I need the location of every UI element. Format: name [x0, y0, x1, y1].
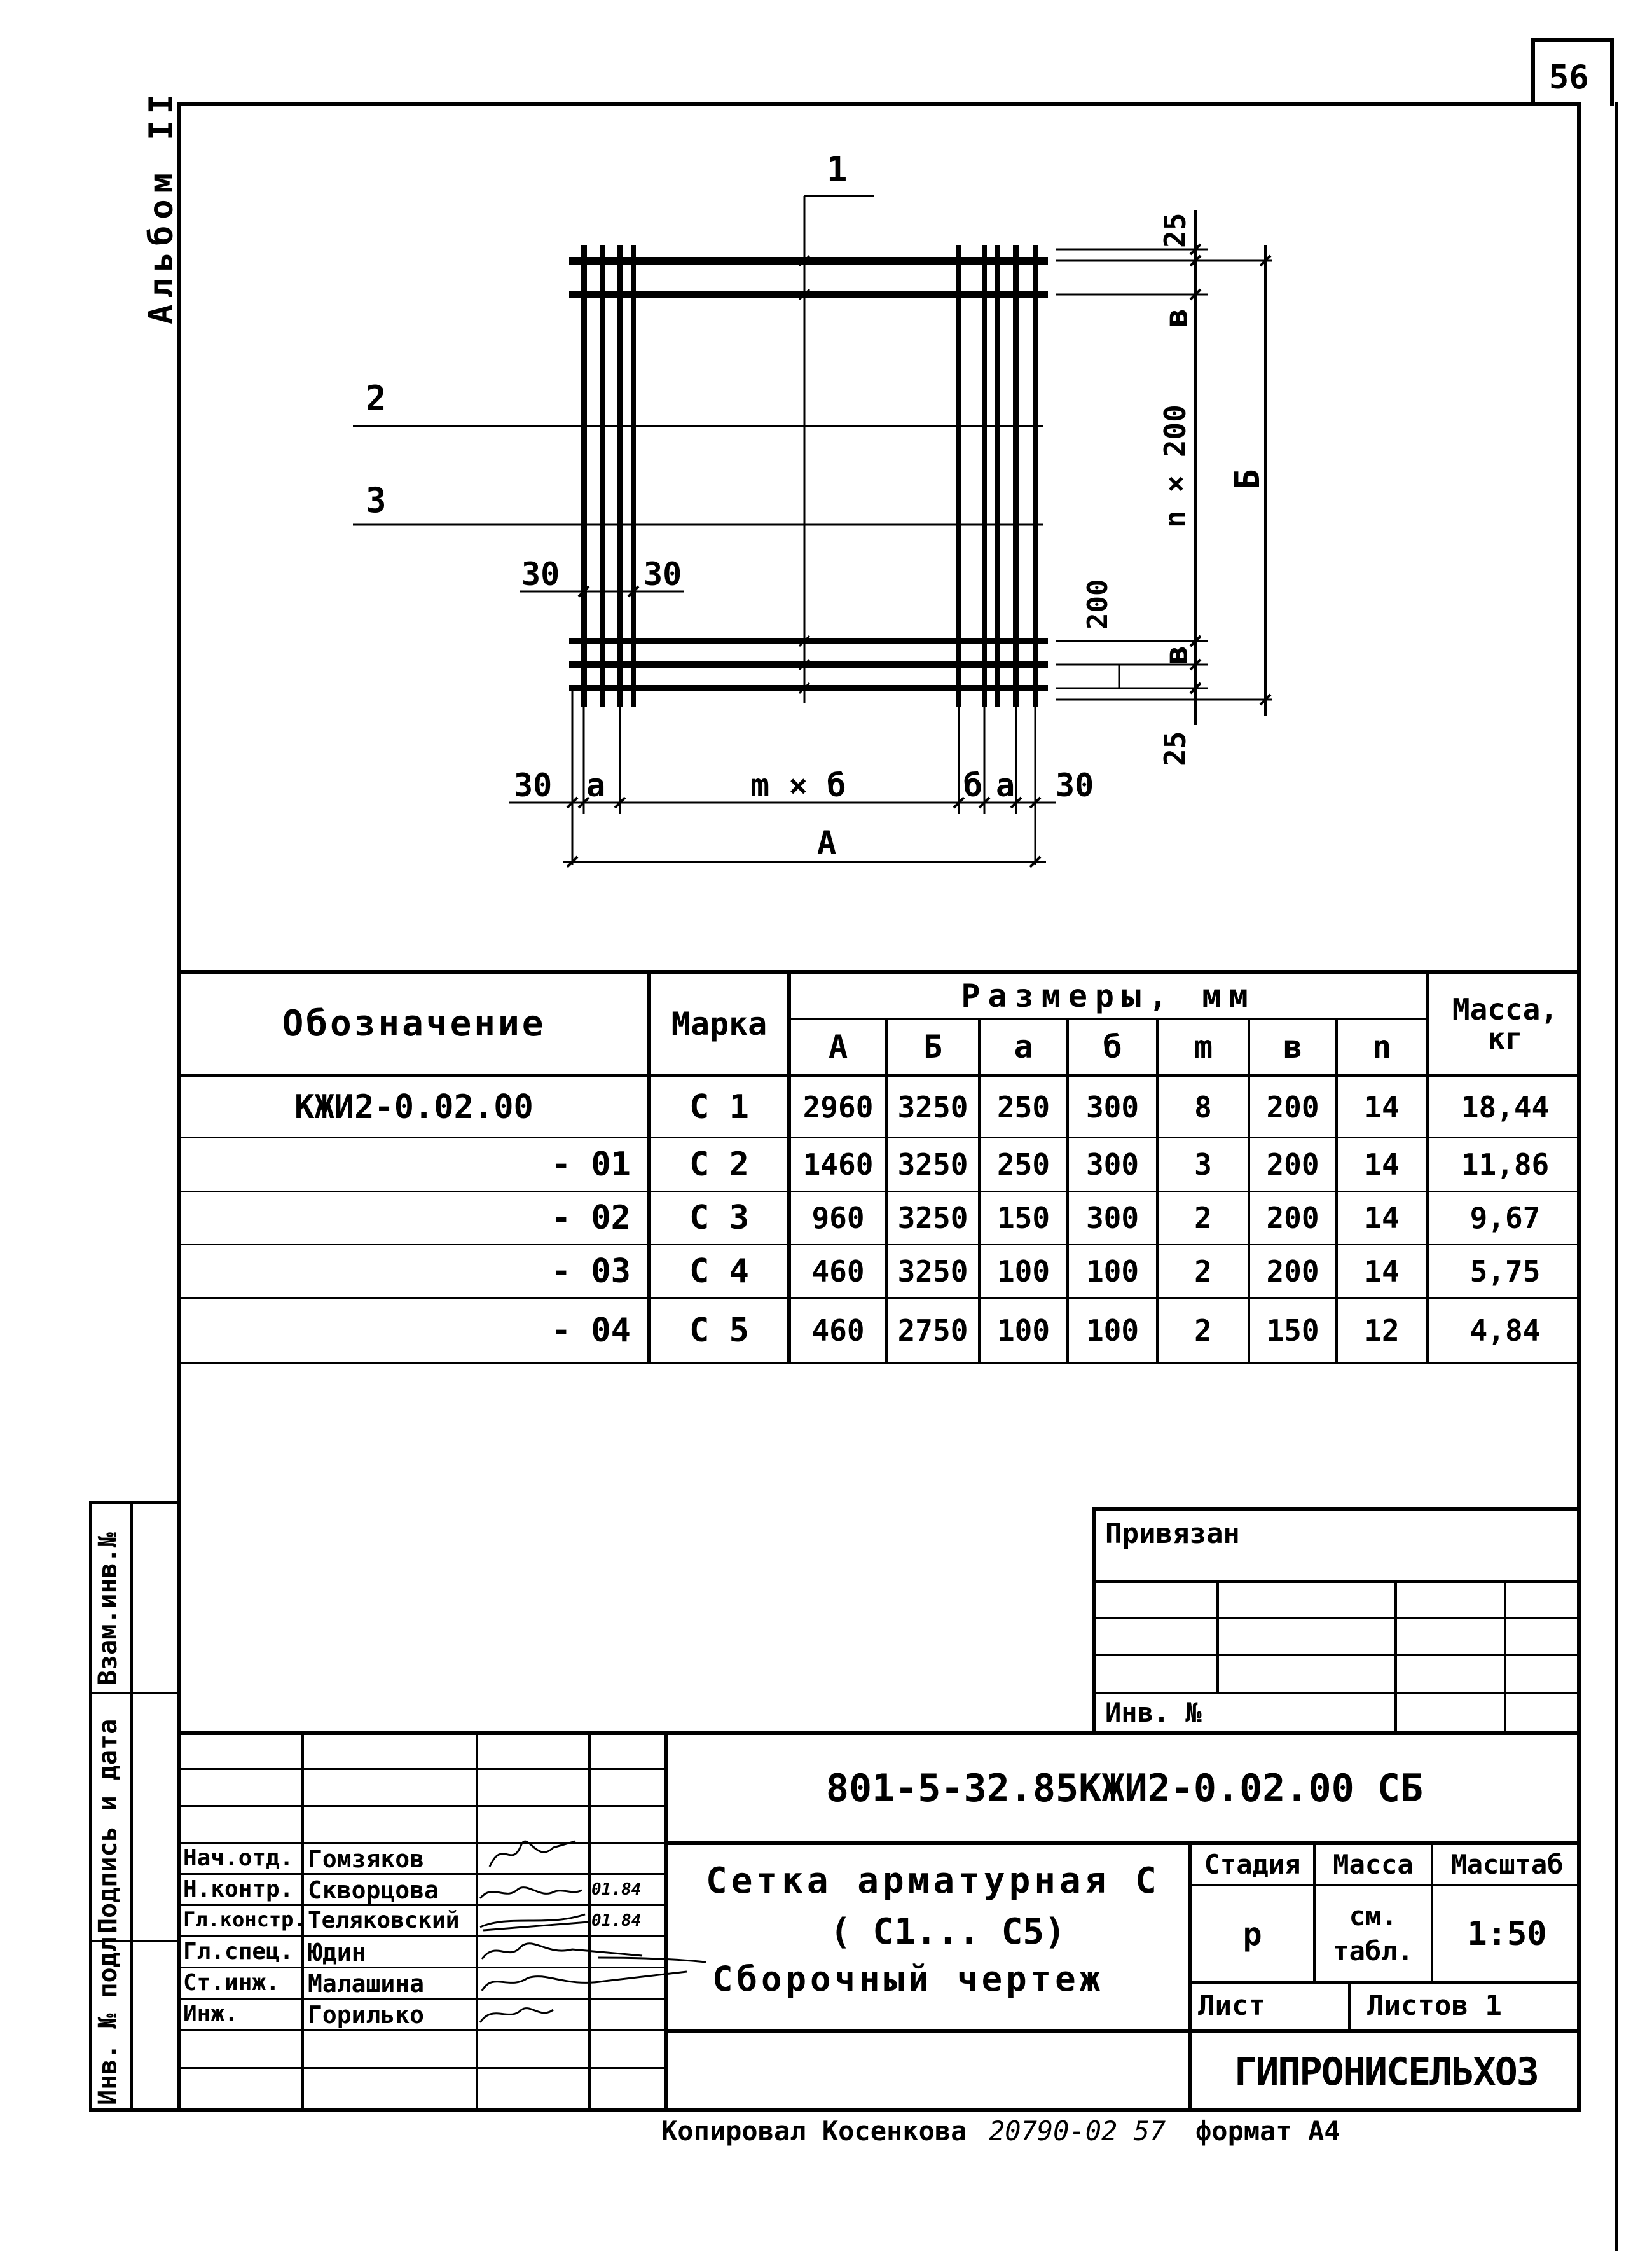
person-name: Скворцова — [308, 1876, 439, 1904]
row-cell-n: 14 — [1364, 1147, 1400, 1182]
header-designation: Обозначение — [282, 1002, 546, 1044]
page-number: 56 — [1549, 59, 1589, 97]
header-col-n: n — [1372, 1028, 1392, 1065]
album-label: Альбом II — [142, 88, 181, 324]
header-mass: Масса, кг — [1452, 992, 1559, 1056]
row-designation: КЖИ2-0.02.00 — [294, 1088, 533, 1126]
dim-right-25-bottom: 25 — [1158, 731, 1192, 766]
signature-telyakovsky — [480, 1914, 588, 1930]
row-cell-B: 2750 — [897, 1313, 968, 1348]
dim-bottom-30-left: 30 — [514, 767, 553, 804]
header-col-m: m — [1193, 1028, 1213, 1065]
row-cell-n: 14 — [1364, 1090, 1400, 1124]
row-designation: - 03 — [551, 1252, 631, 1290]
side-label-podpis: Подпись и дата — [93, 1718, 123, 1933]
title-line-3: Сборочный чертеж — [712, 1959, 1105, 1999]
header-col-a: a — [1014, 1028, 1033, 1065]
row-designation: - 01 — [551, 1145, 631, 1184]
row-cell-B: 3250 — [897, 1254, 968, 1289]
row-cell-m: 2 — [1194, 1313, 1212, 1348]
row-cell-mass: 4,84 — [1470, 1313, 1541, 1348]
inv-label: Инв. № — [1105, 1697, 1202, 1728]
role: Нач.отд. — [183, 1845, 294, 1871]
row-cell-a: 150 — [996, 1201, 1050, 1235]
mass-value: см. табл. — [1333, 1900, 1414, 1967]
order-number: 20790-02 57 — [989, 2115, 1166, 2147]
signature-gomzyakov — [490, 1841, 575, 1867]
row-cell-m: 2 — [1194, 1201, 1212, 1235]
row-mark: С 3 — [689, 1199, 749, 1237]
callout-2: 2 — [366, 378, 387, 418]
row-cell-mass: 11,86 — [1461, 1147, 1550, 1182]
signature-leader — [598, 1958, 706, 1962]
row-cell-m: 3 — [1194, 1147, 1212, 1182]
dim-right-v-top: в — [1158, 308, 1195, 328]
row-cell-b: 300 — [1085, 1147, 1139, 1182]
row-cell-a: 250 — [996, 1147, 1050, 1182]
row-cell-A: 2960 — [802, 1090, 874, 1124]
copied-by: Копировал Косенкова — [661, 2115, 967, 2147]
row-cell-A: 1460 — [802, 1147, 874, 1182]
side-label-vzam: Взам.инв.№ — [93, 1532, 123, 1685]
callout-1: 1 — [827, 149, 848, 190]
scale-label: Масштаб — [1450, 1848, 1564, 1880]
stage-label: Стадия — [1204, 1848, 1301, 1880]
dim-right-v-bottom: в — [1158, 645, 1195, 665]
mass-label: Масса — [1333, 1848, 1414, 1880]
header-col-B: Б — [923, 1028, 943, 1065]
row-cell-a: 100 — [996, 1313, 1050, 1348]
dim-total-A: А — [817, 824, 837, 861]
row-cell-m: 2 — [1194, 1254, 1212, 1289]
sign-date: 01.84 — [591, 1880, 642, 1899]
sheets-label: Листов 1 — [1367, 1989, 1502, 2022]
organization: ГИПРОНИСЕЛЬХОЗ — [1234, 2050, 1538, 2094]
person-name: Гомзяков — [308, 1845, 425, 1873]
person-name: Юдин — [308, 1939, 366, 1967]
row-mark: С 2 — [689, 1145, 749, 1184]
signature-skvortsova — [480, 1888, 582, 1898]
header-col-b: б — [1103, 1028, 1122, 1065]
row-designation: - 04 — [551, 1311, 631, 1350]
row-cell-v: 150 — [1266, 1313, 1319, 1348]
row-cell-m: 8 — [1194, 1090, 1212, 1124]
sign-date: 01.84 — [591, 1911, 642, 1930]
stage-value: р — [1242, 1915, 1262, 1953]
signature-malashina — [482, 1972, 687, 1991]
row-cell-B: 3250 — [897, 1147, 968, 1182]
person-name: Горилько — [308, 2001, 425, 2029]
header-mark: Марка — [671, 1005, 767, 1042]
row-cell-b: 100 — [1085, 1313, 1139, 1348]
person-name: Малашина — [308, 1970, 425, 1998]
row-cell-B: 3250 — [897, 1201, 968, 1235]
row-cell-v: 200 — [1266, 1201, 1319, 1235]
dim-30-right: 30 — [644, 556, 682, 593]
side-label-inv: Инв. № подл. — [93, 1921, 123, 2105]
row-cell-a: 250 — [996, 1090, 1050, 1124]
scale-value: 1:50 — [1467, 1914, 1547, 1953]
dim-right-nx200: n × 200 — [1158, 404, 1192, 528]
row-cell-n: 12 — [1364, 1313, 1400, 1348]
dim-30-left: 30 — [521, 556, 560, 593]
title-line-2: ( С1... С5) — [830, 1911, 1066, 1953]
dim-right-25-top: 25 — [1158, 212, 1192, 248]
role: Гл.спец. — [183, 1939, 294, 1965]
row-cell-b: 300 — [1085, 1090, 1139, 1124]
row-cell-A: 960 — [811, 1201, 865, 1235]
signature-gorilko — [480, 2009, 553, 2022]
row-cell-A: 460 — [811, 1313, 865, 1348]
role: Инж. — [183, 2001, 238, 2027]
title-line-1: Сетка арматурная С — [706, 1860, 1160, 1902]
doc-code: 801-5-32.85КЖИ2-0.02.00 СБ — [825, 1766, 1424, 1811]
row-cell-mass: 18,44 — [1461, 1090, 1550, 1124]
row-cell-v: 200 — [1266, 1254, 1319, 1289]
row-cell-mass: 9,67 — [1470, 1201, 1541, 1235]
row-cell-v: 200 — [1266, 1090, 1319, 1124]
row-cell-A: 460 — [811, 1254, 865, 1289]
role: Гл.констр. — [183, 1907, 306, 1932]
header-col-A: А — [828, 1028, 848, 1065]
dim-bottom-b: б — [963, 767, 983, 804]
row-designation: - 02 — [551, 1199, 631, 1237]
row-cell-v: 200 — [1266, 1147, 1319, 1182]
row-mark: С 4 — [689, 1252, 749, 1290]
person-name: Теляковский — [308, 1907, 460, 1933]
dim-bottom-a-left: a — [586, 767, 606, 804]
format-label: формат А4 — [1195, 2115, 1340, 2147]
dim-bottom-30-right: 30 — [1056, 767, 1094, 804]
row-cell-b: 100 — [1085, 1254, 1139, 1289]
header-col-v: в — [1283, 1028, 1303, 1065]
privyazan-label: Привязан — [1105, 1518, 1240, 1550]
role: Н.контр. — [183, 1876, 294, 1902]
sheet-label: Лист — [1198, 1989, 1265, 2022]
row-cell-b: 300 — [1085, 1201, 1139, 1235]
header-sizes: Размеры, мм — [961, 977, 1256, 1014]
row-cell-n: 14 — [1364, 1201, 1400, 1235]
row-mark: С 5 — [689, 1311, 749, 1350]
dim-right-B: Б — [1227, 469, 1267, 490]
signature-yudin — [482, 1944, 642, 1959]
dim-bottom-a-right: a — [996, 767, 1015, 804]
dim-right-200: 200 — [1082, 579, 1114, 630]
row-cell-n: 14 — [1364, 1254, 1400, 1289]
dim-bottom-mxb: m × б — [750, 767, 846, 804]
callout-3: 3 — [366, 480, 387, 520]
role: Ст.инж. — [183, 1970, 280, 1996]
row-cell-B: 3250 — [897, 1090, 968, 1124]
row-cell-mass: 5,75 — [1470, 1254, 1541, 1289]
row-cell-a: 100 — [996, 1254, 1050, 1289]
row-mark: С 1 — [689, 1088, 749, 1126]
